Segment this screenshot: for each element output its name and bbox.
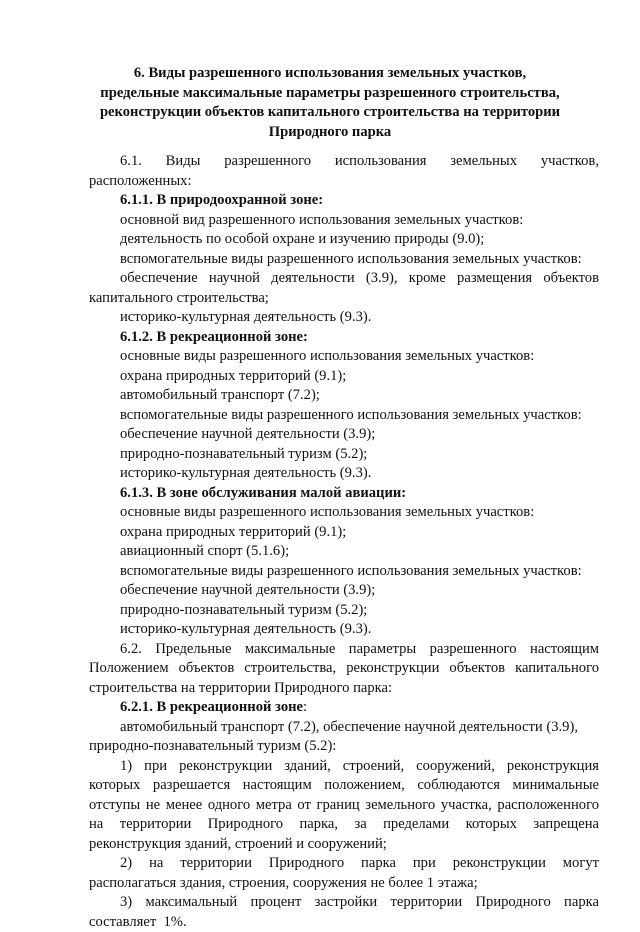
text-line: природно-познавательный туризм (5.2); — [89, 601, 599, 621]
text-line: 6.2. Предельные максимальные параметры разрешенного настоящим — [89, 640, 599, 660]
text-line: отступы не менее одного метра от границ земельного участка, расположенного — [89, 796, 599, 816]
text-line: реконструкция зданий, строений и сооружений; — [89, 835, 599, 855]
text-word: участков, — [541, 152, 599, 172]
text-line: деятельность по особой охране и изучению природы (9.0); — [89, 230, 599, 250]
subsection-title: 6.1.2. В рекреационной зоне: — [89, 328, 599, 348]
text-line: авиационный спорт (5.1.6); — [89, 542, 599, 562]
text-line: обеспечение научной деятельности (3.9), кроме размещения объектов — [89, 269, 599, 289]
intro-paragraph-first-line — [89, 152, 599, 172]
document-body — [89, 152, 599, 932]
text-line: охрана природных территорий (9.1); — [89, 523, 599, 543]
text-word: земельных — [450, 152, 517, 172]
text-line: Положением объектов строительства, реконструкции объектов капитального — [89, 659, 599, 679]
text-line: основные виды разрешенного использования земельных участков: — [89, 503, 599, 523]
heading-line: 6. Виды разрешенного использования земельных участков, — [80, 64, 580, 84]
text-line: 2) на территории Природного парка при реконструкции могут — [89, 854, 599, 874]
subsection-title-line — [89, 698, 599, 718]
text-line: составляет 1%. — [89, 913, 599, 932]
text-line: вспомогательные виды разрешенного использования земельных участков: — [89, 250, 599, 270]
title-colon: : — [303, 699, 307, 715]
text-line: вспомогательные виды разрешенного использования земельных участков: — [89, 406, 599, 426]
heading-line: реконструкции объектов капитального строительства на территории — [80, 103, 580, 123]
text-word: Виды — [166, 152, 201, 172]
text-line: историко-культурная деятельность (9.3). — [89, 464, 599, 484]
text-line: природно-познавательный туризм (5.2): — [89, 737, 599, 757]
text-line: на территории Природного парка, за пределами которых запрещена — [89, 815, 599, 835]
subsection-title: 6.2.1. В рекреационной зоне — [120, 699, 303, 715]
text-word: 6.1. — [120, 152, 142, 172]
text-line: располагаться здания, строения, сооружения не более 1 этажа; — [89, 874, 599, 894]
section-heading — [80, 64, 580, 142]
text-line: основной вид разрешенного использования земельных участков: — [89, 211, 599, 231]
text-word: разрешенного — [224, 152, 311, 172]
text-line: 1) при реконструкции зданий, строений, сооружений, реконструкция — [89, 757, 599, 777]
text-line: основные виды разрешенного использования земельных участков: — [89, 347, 599, 367]
heading-line: предельные максимальные параметры разрешенного строительства, — [80, 84, 580, 104]
text-word: использования — [335, 152, 427, 172]
text-line: 3) максимальный процент застройки территории Природного парка — [89, 893, 599, 913]
text-line: расположенных: — [89, 172, 599, 192]
text-line: капитального строительства; — [89, 289, 599, 309]
text-line: историко-культурная деятельность (9.3). — [89, 620, 599, 640]
text-line: вспомогательные виды разрешенного использования земельных участков: — [89, 562, 599, 582]
text-line: строительства на территории Природного парка: — [89, 679, 599, 699]
subsection-title: 6.1.1. В природоохранной зоне: — [89, 191, 599, 211]
text-line: историко-культурная деятельность (9.3). — [89, 308, 599, 328]
heading-line: Природного парка — [80, 123, 580, 143]
text-line: которых разрешается настоящим положением, соблюдаются минимальные — [89, 776, 599, 796]
subsection-title: 6.1.3. В зоне обслуживания малой авиации: — [89, 484, 599, 504]
text-line: автомобильный транспорт (7.2), обеспечение научной деятельности (3.9), — [89, 718, 599, 738]
text-line: обеспечение научной деятельности (3.9); — [89, 425, 599, 445]
text-line: охрана природных территорий (9.1); — [89, 367, 599, 387]
text-line: автомобильный транспорт (7.2); — [89, 386, 599, 406]
text-line: обеспечение научной деятельности (3.9); — [89, 581, 599, 601]
text-line: природно-познавательный туризм (5.2); — [89, 445, 599, 465]
